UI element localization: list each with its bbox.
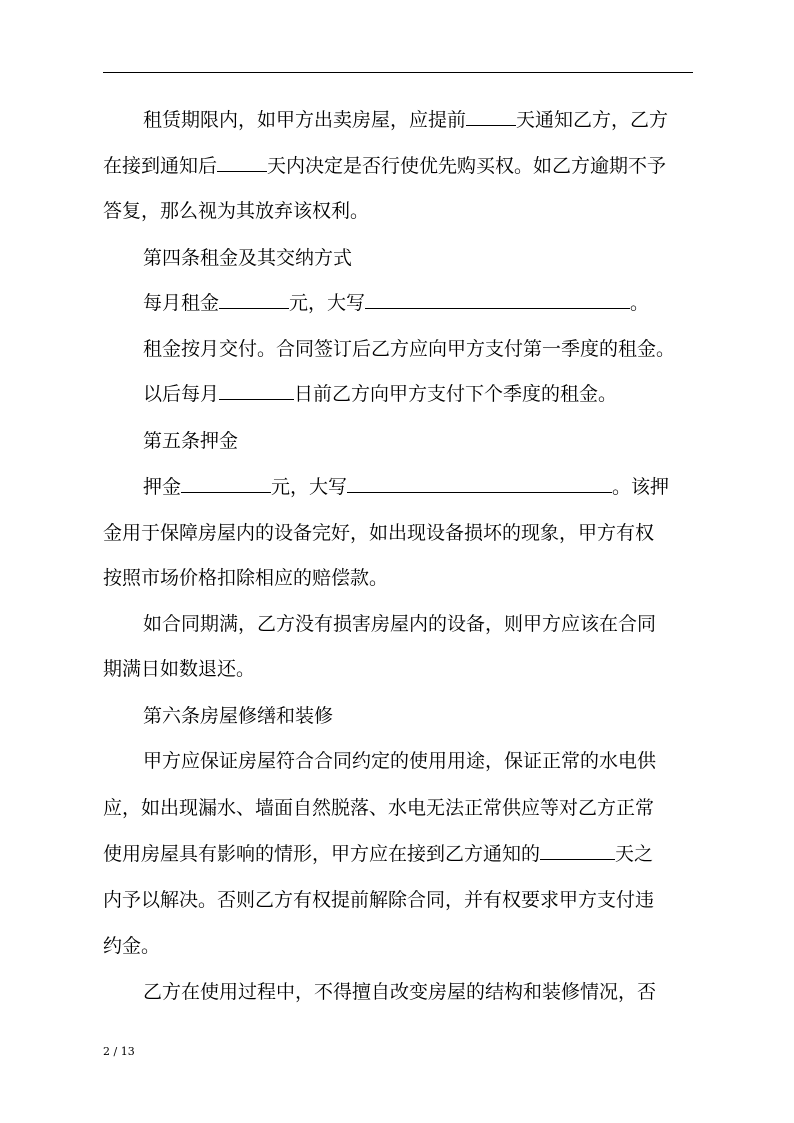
- text-segment: 金用于保障房屋内的设备完好，如出现设备损坏的现象，甲方有权: [103, 522, 655, 544]
- text-segment: 内予以解决。否则乙方有权提前解除合同，并有权要求甲方支付违: [103, 889, 655, 911]
- fill-in-blank: [540, 841, 615, 860]
- text-segment: 约金。: [103, 935, 161, 957]
- text-segment: 天之: [615, 843, 654, 865]
- text-line: [143, 290, 743, 316]
- text-segment: 乙方在使用过程中，不得擅自改变房屋的结构和装修情况，否: [143, 981, 657, 1003]
- text-segment: 元，大写: [289, 292, 366, 314]
- fill-in-blank: [365, 290, 630, 309]
- text-segment: 甲方应保证房屋符合合同约定的使用用途，保证正常的水电供: [143, 750, 657, 772]
- text-segment: 应，如出现漏水、墙面自然脱落、水电无法正常供应等对乙方正常: [103, 797, 655, 819]
- text-line: [103, 565, 703, 591]
- text-segment: 日前乙方向甲方支付下个季度的租金。: [294, 383, 618, 405]
- text-line: [103, 656, 703, 682]
- header-rule: [103, 72, 693, 73]
- text-segment: 第五条押金: [143, 430, 239, 452]
- text-segment: 如合同期满，乙方没有损害房屋内的设备，则甲方应该在合同: [143, 613, 657, 635]
- text-segment: 天内决定是否行使优先购买权。如乙方逾期不予: [267, 155, 667, 177]
- text-line: [143, 245, 743, 271]
- text-segment: 期满日如数退还。: [103, 658, 256, 680]
- text-segment: 第四条租金及其交纳方式: [143, 247, 353, 269]
- text-line: [143, 474, 743, 500]
- fill-in-blank: [217, 153, 267, 172]
- text-line: [103, 887, 703, 913]
- text-line: [103, 841, 703, 867]
- text-line: [143, 381, 743, 407]
- text-line: [103, 933, 703, 959]
- fill-in-blank: [181, 474, 271, 493]
- text-segment: 。该押: [612, 476, 670, 498]
- text-segment: 第六条房屋修缮和装修: [143, 705, 334, 727]
- text-line: [143, 703, 743, 729]
- text-line: [143, 748, 743, 774]
- text-segment: 租金按月交付。合同签订后乙方应向甲方支付第一季度的租金。: [143, 338, 676, 360]
- text-line: [143, 611, 743, 637]
- text-line: [103, 198, 703, 224]
- text-segment: 元，大写: [271, 476, 348, 498]
- text-segment: 天通知乙方，乙方: [516, 109, 669, 131]
- text-line: [103, 795, 703, 821]
- text-line: [103, 153, 703, 179]
- text-segment: 按照市场价格扣除相应的赔偿款。: [103, 567, 389, 589]
- text-line: [103, 520, 703, 546]
- fill-in-blank: [466, 107, 516, 126]
- text-segment: 以后每月: [143, 383, 220, 405]
- page-number: 2 / 13: [103, 1045, 135, 1058]
- text-segment: 租赁期限内，如甲方出卖房屋，应提前: [143, 109, 467, 131]
- text-segment: 在接到通知后: [103, 155, 218, 177]
- text-line: [143, 979, 743, 1005]
- fill-in-blank: [219, 290, 289, 309]
- text-segment: 每月租金: [143, 292, 220, 314]
- text-line: [143, 107, 743, 133]
- text-segment: 押金: [143, 476, 182, 498]
- text-segment: 。: [630, 292, 650, 314]
- fill-in-blank: [347, 474, 612, 493]
- fill-in-blank: [219, 381, 294, 400]
- text-segment: 使用房屋具有影响的情形，甲方应在接到乙方通知的: [103, 843, 541, 865]
- text-line: [143, 336, 743, 362]
- text-segment: 答复，那么视为其放弃该权利。: [103, 200, 370, 222]
- text-line: [143, 428, 743, 454]
